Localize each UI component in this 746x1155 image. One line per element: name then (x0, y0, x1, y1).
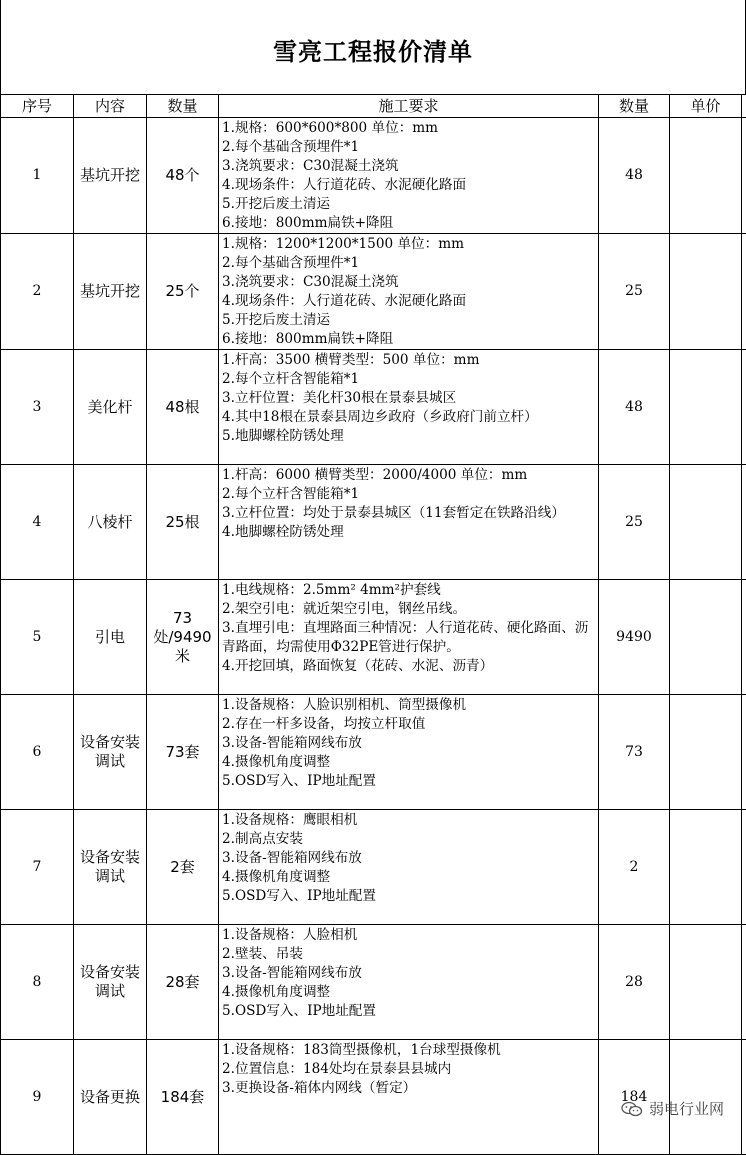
requirement-line: 4.其中18根在景泰县周边乡政府（乡政府门前立杆） (222, 408, 596, 427)
header-unit-price: 单价 (670, 95, 742, 118)
row-quantity-2: 48 (599, 350, 670, 465)
row-extra (742, 465, 746, 580)
table-row (1, 118, 746, 234)
requirement-line: 5.地脚螺栓防锈处理 (222, 427, 596, 446)
row-quantity: 73处/9490米 (147, 580, 219, 695)
requirement-line: 2.每个基础含预埋件*1 (222, 254, 596, 273)
requirement-line: 4.开挖回填，路面恢复（花砖、水泥、沥青） (222, 657, 596, 676)
row-requirements (219, 1040, 599, 1155)
header-quantity-2: 数量 (599, 95, 670, 118)
row-requirements (219, 234, 599, 350)
row-number: 2 (1, 234, 74, 350)
requirement-line: 2.存在一杆多设备，均按立杆取值 (222, 715, 596, 734)
row-extra (742, 234, 746, 350)
row-number: 4 (1, 465, 74, 580)
table-row (1, 925, 746, 1040)
row-quantity: 28套 (147, 925, 219, 1040)
row-number: 3 (1, 350, 74, 465)
requirement-line: 3.直埋引电：直埋路面三种情况：人行道花砖、硬化路面、沥青路面，均需使用Φ32PE管进行保护。 (222, 619, 596, 657)
requirement-line: 2.每个基础含预埋件*1 (222, 138, 596, 157)
table-row (1, 350, 746, 465)
row-content: 美化杆 (74, 350, 147, 465)
row-requirements (219, 465, 599, 580)
requirement-line: 1.电线规格：2.5mm² 4mm²护套线 (222, 581, 596, 600)
row-content: 八棱杆 (74, 465, 147, 580)
row-number: 8 (1, 925, 74, 1040)
requirement-line: 3.立杆位置：美化杆30根在景泰县城区 (222, 389, 596, 408)
table-row (1, 695, 746, 810)
requirement-line: 1.设备规格：人脸相机 (222, 926, 596, 945)
requirement-line: 3.设备-智能箱网线布放 (222, 734, 596, 753)
row-number: 1 (1, 118, 74, 234)
row-requirements (219, 695, 599, 810)
row-quantity-2: 25 (599, 465, 670, 580)
row-quantity-2: 28 (599, 925, 670, 1040)
table-body (1, 118, 746, 1155)
requirement-line: 4.现场条件：人行道花砖、水泥硬化路面 (222, 292, 596, 311)
requirement-line: 3.立杆位置：均处于景泰县城区（11套暂定在铁路沿线） (222, 504, 596, 523)
row-quantity-2: 73 (599, 695, 670, 810)
requirement-line: 2.架空引电：就近架空引电，钢丝吊线。 (222, 600, 596, 619)
requirement-line: 2.位置信息：184处均在景泰县县城内 (222, 1060, 596, 1079)
row-unit-price (670, 925, 742, 1040)
requirement-line: 5.开挖后废土清运 (222, 195, 596, 214)
row-quantity: 2套 (147, 810, 219, 925)
requirement-line: 1.杆高：6000 横臂类型：2000/4000 单位：mm (222, 466, 596, 485)
row-number: 7 (1, 810, 74, 925)
requirement-line: 2.每个立杆含智能箱*1 (222, 485, 596, 504)
row-quantity: 48个 (147, 118, 219, 234)
table-row (1, 234, 746, 350)
requirement-line: 4.地脚螺栓防锈处理 (222, 523, 596, 542)
row-extra (742, 810, 746, 925)
requirement-line: 1.规格：600*600*800 单位：mm (222, 119, 596, 138)
row-quantity: 25个 (147, 234, 219, 350)
row-content: 引电 (74, 580, 147, 695)
row-content: 基坑开挖 (74, 118, 147, 234)
row-requirements (219, 580, 599, 695)
requirement-line: 3.设备-智能箱网线布放 (222, 964, 596, 983)
row-content: 设备安装调试 (74, 810, 147, 925)
requirement-line: 2.制高点安装 (222, 830, 596, 849)
row-extra (742, 695, 746, 810)
row-requirements (219, 810, 599, 925)
requirement-line: 1.设备规格：183筒型摄像机，1台球型摄像机 (222, 1041, 596, 1060)
row-extra (742, 118, 746, 234)
row-number: 9 (1, 1040, 74, 1155)
row-quantity-2: 2 (599, 810, 670, 925)
row-extra (742, 925, 746, 1040)
row-quantity-2: 184 (599, 1040, 670, 1155)
row-unit-price (670, 580, 742, 695)
watermark-text: 弱电行业网 (649, 1098, 724, 1119)
header-extra (742, 95, 746, 118)
requirement-line: 1.设备规格：人脸识别相机、筒型摄像机 (222, 696, 596, 715)
quote-table (0, 94, 746, 1155)
requirement-line: 3.更换设备-箱体内网线（暂定） (222, 1079, 596, 1098)
requirement-line: 1.设备规格：鹰眼相机 (222, 811, 596, 830)
row-unit-price (670, 350, 742, 465)
requirement-line: 1.规格：1200*1200*1500 单位：mm (222, 235, 596, 254)
table-row (1, 465, 746, 580)
row-quantity-2: 9490 (599, 580, 670, 695)
row-unit-price (670, 234, 742, 350)
row-content: 设备安装调试 (74, 925, 147, 1040)
header-no: 序号 (1, 95, 74, 118)
row-content: 设备安装调试 (74, 695, 147, 810)
header-content: 内容 (74, 95, 147, 118)
wechat-icon (621, 1101, 643, 1117)
requirement-line: 6.接地：800mm扁铁+降阻 (222, 330, 596, 349)
row-quantity: 73套 (147, 695, 219, 810)
row-unit-price (670, 810, 742, 925)
row-unit-price (670, 118, 742, 234)
row-quantity-2: 25 (599, 234, 670, 350)
requirement-line: 4.摄像机角度调整 (222, 868, 596, 887)
requirement-line: 2.每个立杆含智能箱*1 (222, 370, 596, 389)
requirement-line: 3.浇筑要求：C30混凝土浇筑 (222, 157, 596, 176)
requirement-line: 2.壁装、吊装 (222, 945, 596, 964)
row-content: 设备更换 (74, 1040, 147, 1155)
requirement-line: 4.摄像机角度调整 (222, 753, 596, 772)
header-quantity: 数量 (147, 95, 219, 118)
row-requirements (219, 350, 599, 465)
row-quantity: 184套 (147, 1040, 219, 1155)
requirement-line: 3.设备-智能箱网线布放 (222, 849, 596, 868)
row-number: 5 (1, 580, 74, 695)
table-row (1, 1040, 746, 1155)
title-band (0, 0, 746, 94)
requirement-line: 3.浇筑要求：C30混凝土浇筑 (222, 273, 596, 292)
row-content: 基坑开挖 (74, 234, 147, 350)
row-quantity-2: 48 (599, 118, 670, 234)
page-title: 雪亮工程报价清单 (273, 32, 473, 67)
requirement-line: 5.开挖后废土清运 (222, 311, 596, 330)
row-extra (742, 580, 746, 695)
header-requirements: 施工要求 (219, 95, 599, 118)
requirement-line: 1.杆高：3500 横臂类型：500 单位：mm (222, 351, 596, 370)
header-row (1, 95, 746, 118)
requirement-line: 5.OSD写入、IP地址配置 (222, 887, 596, 906)
row-extra (742, 350, 746, 465)
row-quantity: 48根 (147, 350, 219, 465)
requirement-line: 5.OSD写入、IP地址配置 (222, 772, 596, 791)
row-quantity: 25根 (147, 465, 219, 580)
requirement-line: 6.接地：800mm扁铁+降阻 (222, 214, 596, 233)
requirement-line: 5.OSD写入、IP地址配置 (222, 1002, 596, 1021)
row-extra (742, 1040, 746, 1155)
table-row (1, 810, 746, 925)
requirement-line: 4.摄像机角度调整 (222, 983, 596, 1002)
requirement-line: 4.现场条件：人行道花砖、水泥硬化路面 (222, 176, 596, 195)
row-number: 6 (1, 695, 74, 810)
row-requirements (219, 118, 599, 234)
row-unit-price (670, 1040, 742, 1155)
watermark (621, 1098, 724, 1119)
table-row (1, 580, 746, 695)
row-unit-price (670, 695, 742, 810)
row-requirements (219, 925, 599, 1040)
row-unit-price (670, 465, 742, 580)
